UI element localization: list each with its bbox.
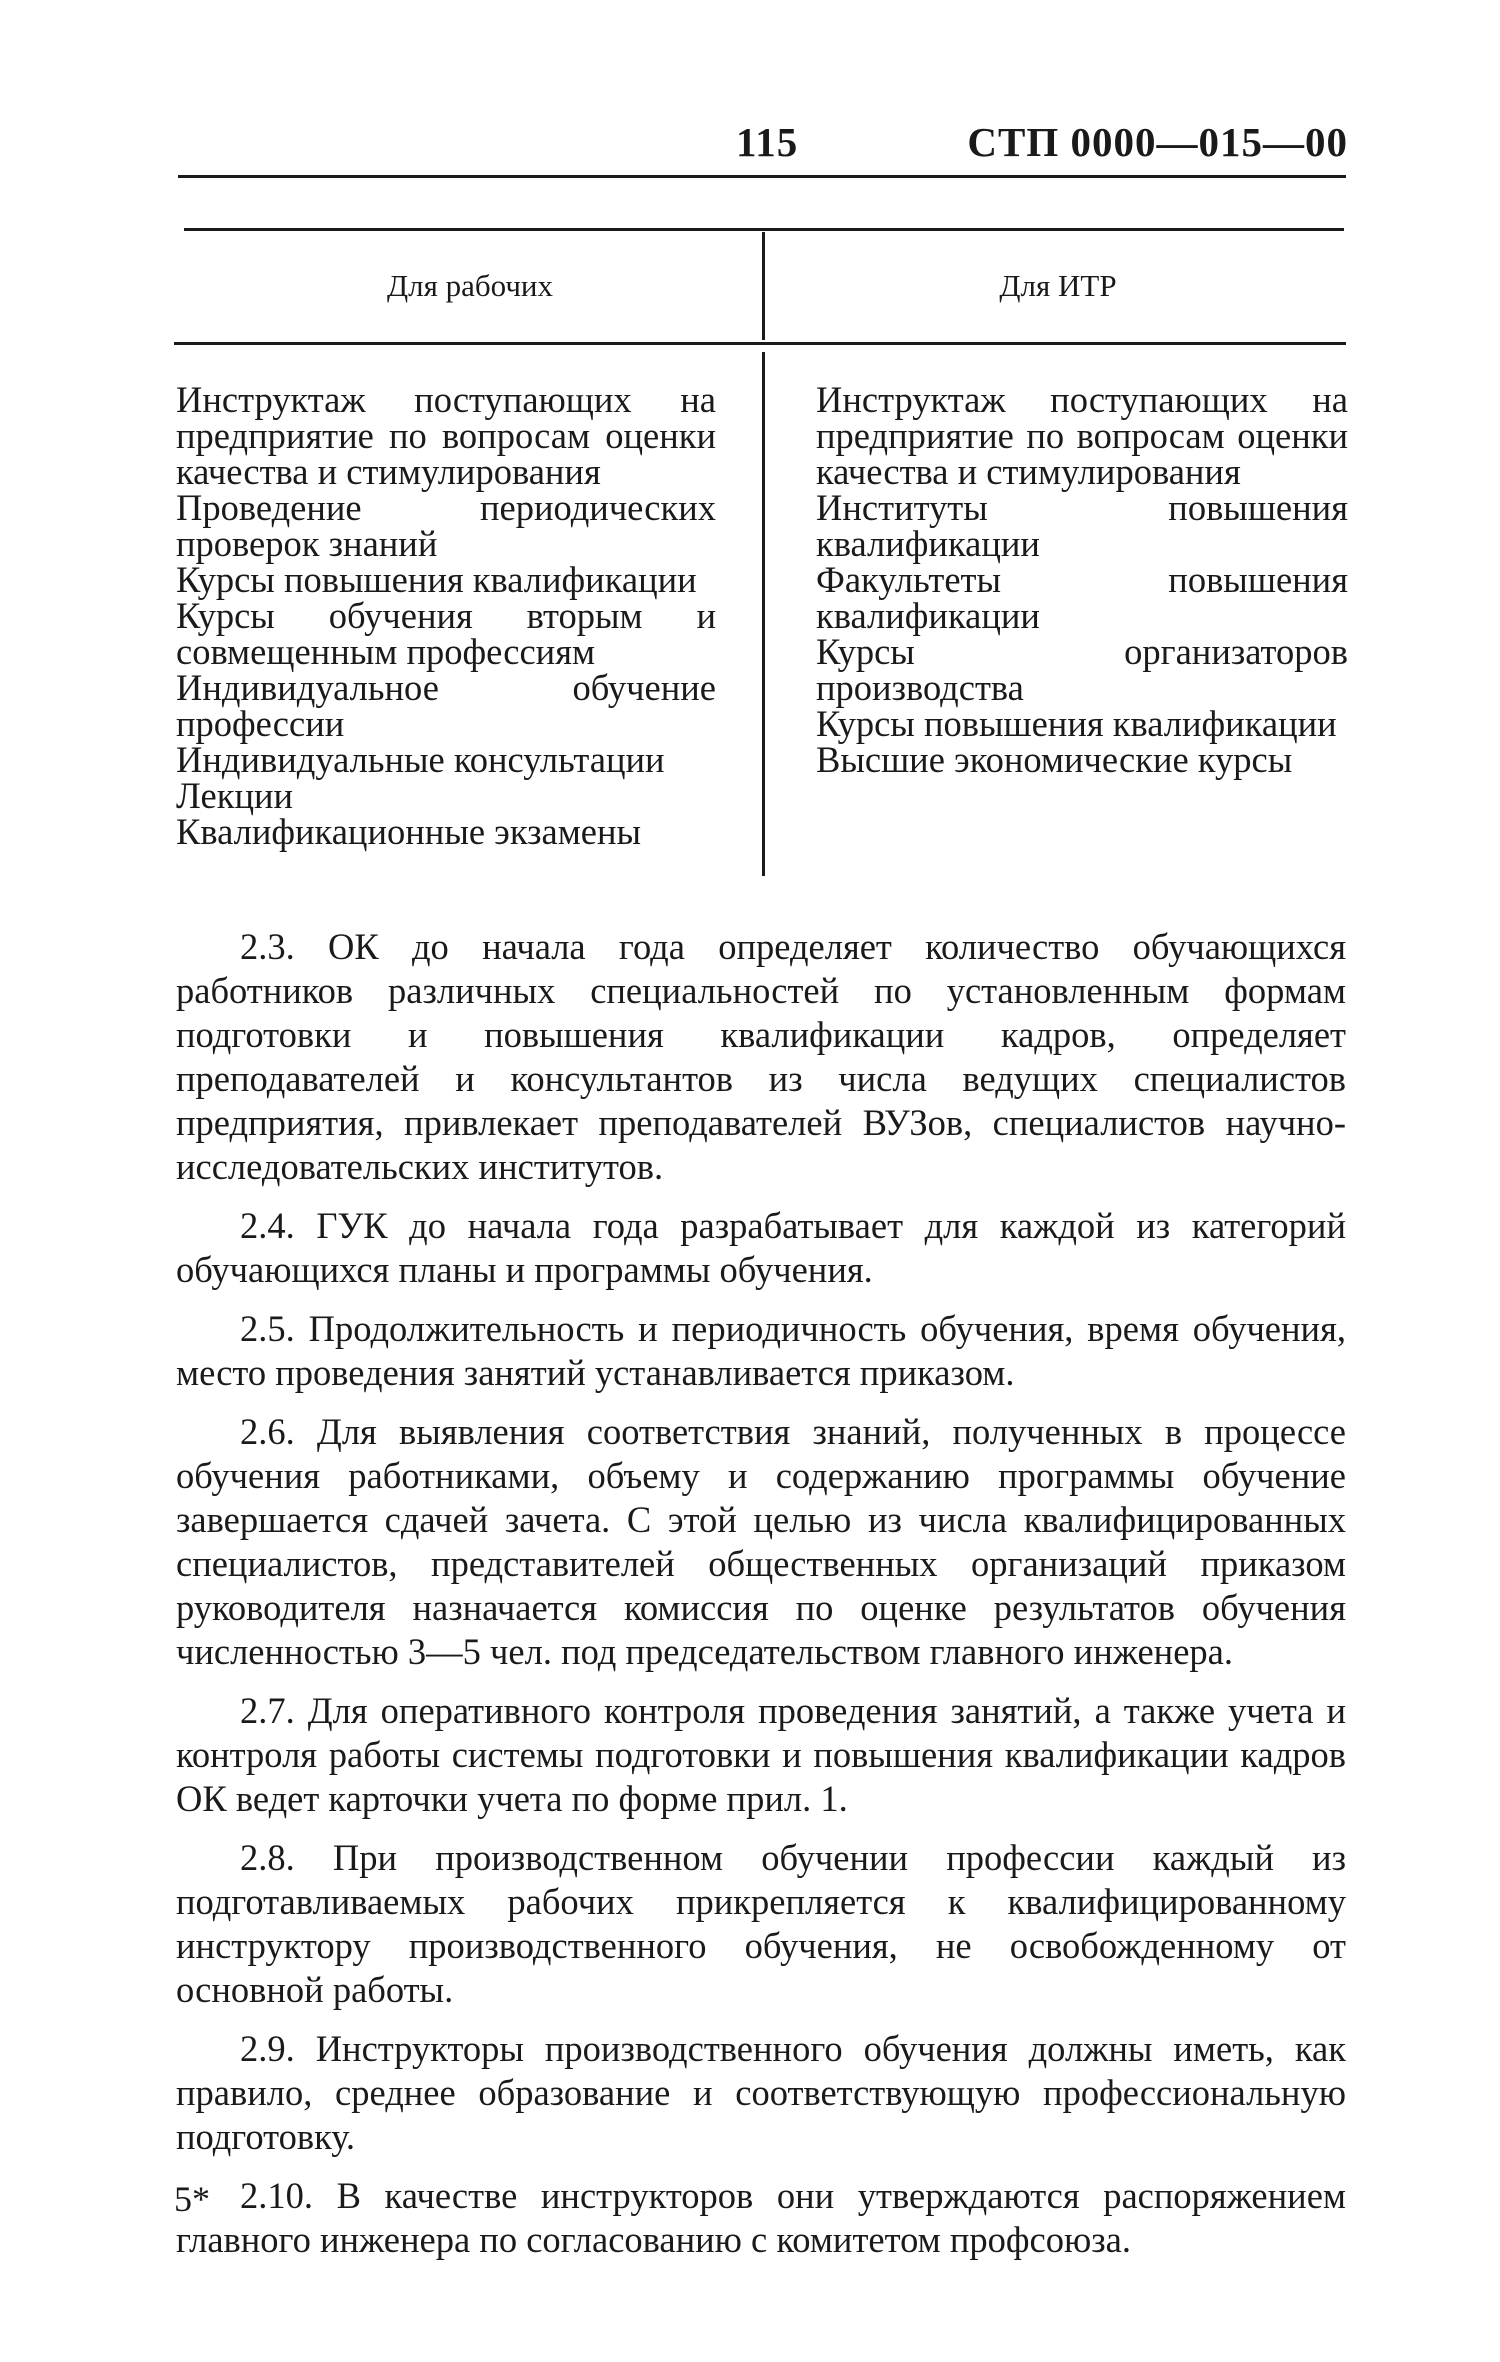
list-item: Инструктаж поступающих на предприятие по вопросам оценки качества и стимулирования xyxy=(816,379,1348,492)
list-item: Индивидуальное обучение профессии xyxy=(176,667,716,744)
list-item: Институты повышения квалификации xyxy=(816,487,1348,564)
list-item: Курсы повышения квалификации xyxy=(816,703,1337,744)
list-item: Проведение периодических проверок знаний xyxy=(176,487,716,564)
engineers-training-list xyxy=(816,379,1348,780)
header-rule xyxy=(178,175,1346,178)
column-header-engineers: Для ИТР xyxy=(999,268,1117,303)
signature-mark: 5* xyxy=(174,2179,210,2219)
paragraph-2-4: 2.4. ГУК до начала года разрабатывает для каждой из категорий обучающихся планы и программы обучения. xyxy=(176,1205,1346,1290)
table-head-rule xyxy=(174,342,1346,345)
table-head-divider xyxy=(762,232,765,340)
column-header-workers: Для рабочих xyxy=(386,268,554,303)
list-item: Курсы повышения квалификации xyxy=(176,559,697,600)
body-text xyxy=(176,925,1346,2277)
list-item: Курсы организаторов производства xyxy=(816,631,1348,708)
table-top-rule xyxy=(184,228,1344,231)
workers-training-list xyxy=(176,379,716,852)
list-item: Курсы обучения вторым и совмещенным профессиям xyxy=(176,595,716,672)
document-code: СТП 0000—015—00 xyxy=(967,119,1348,165)
paragraph-2-6: 2.6. Для выявления соответствия знаний, полученных в процессе обучения работниками, объему и содержанию программы обучение завершается сдачей зачета. С этой целью из числа квалифицированных специалистов, представителей общественных организаций приказом руководителя назначается комиссия по оценке результатов обучения численностью 3—5 чел. под председательством главного инженера. xyxy=(176,1411,1346,1672)
list-item: Инструктаж поступающих на предприятие по вопросам оценки качества и стимулирования xyxy=(176,379,716,492)
list-item: Высшие экономические курсы xyxy=(816,739,1293,780)
paragraph-2-3: 2.3. ОК до начала года определяет количество обучающихся работников различных специальностей по установленным формам подготовки и повышения квалификации кадров, определяет преподавателей и консультантов из числа ведущих специалистов предприятия, привлекает преподавателей ВУЗов, специалистов научно-исследовательских институтов. xyxy=(176,926,1346,1187)
table-body-divider xyxy=(762,352,765,876)
list-item: Квалификационные экзамены xyxy=(176,811,642,852)
list-item: Индивидуальные консультации xyxy=(176,739,665,780)
paragraph-2-9: 2.9. Инструкторы производственного обучения должны иметь, как правило, среднее образование и соответствующую профессиональную подготовку. xyxy=(176,2028,1346,2157)
paragraph-2-8: 2.8. При производственном обучении профессии каждый из подготавливаемых рабочих прикрепляется к квалифицированному инструктору производственного обучения, не освобожденному от основной работы. xyxy=(176,1837,1346,2010)
list-item: Факультеты повышения квалификации xyxy=(816,559,1348,636)
paragraph-2-7: 2.7. Для оперативного контроля проведения занятий, а также учета и контроля работы системы подготовки и повышения квалификации кадров ОК ведет карточки учета по форме прил. 1. xyxy=(176,1690,1346,1819)
paragraph-2-5: 2.5. Продолжительность и периодичность обучения, время обучения, место проведения занятий устанавливается приказом. xyxy=(176,1308,1346,1393)
page-number: 115 xyxy=(736,119,799,165)
list-item: Лекции xyxy=(176,775,294,816)
paragraph-2-10: 2.10. В качестве инструкторов они утверждаются распоряжением главного инженера по согласованию с комитетом профсоюза. xyxy=(176,2175,1346,2260)
